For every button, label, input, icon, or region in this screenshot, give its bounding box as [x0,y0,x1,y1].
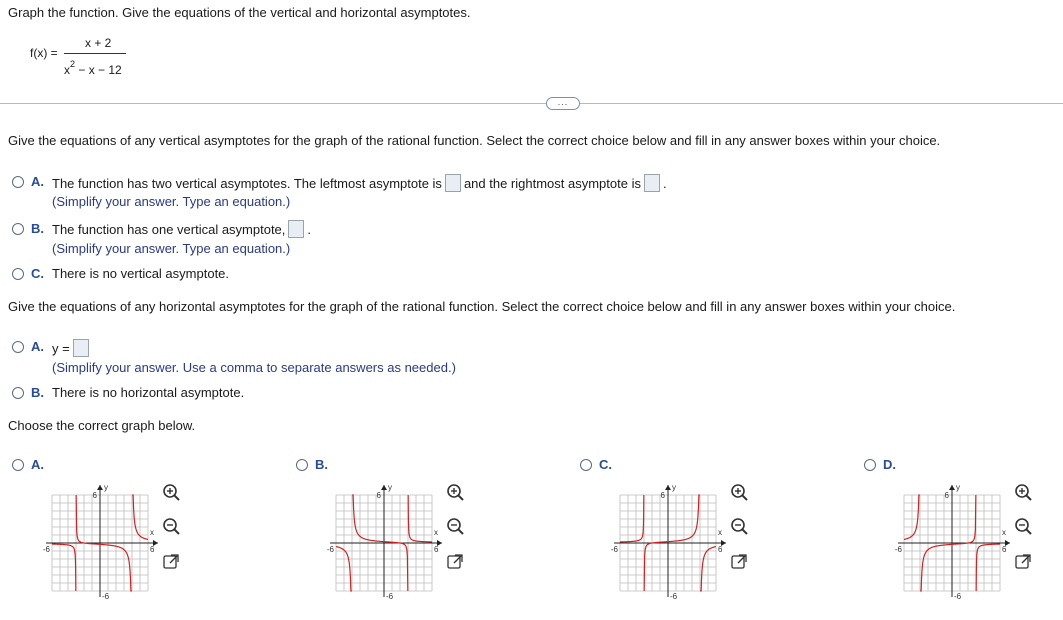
graph-choice-b[interactable] [296,457,439,601]
zoom-in-icon[interactable] [730,483,748,501]
horizontal-option-a[interactable] [12,339,44,354]
y-axis-arrow [381,485,387,490]
tick-label: -6 [610,545,618,554]
zoom-out-icon[interactable] [1014,517,1032,535]
more-button[interactable]: ... [546,97,580,110]
graph-choice-a[interactable] [12,457,155,601]
denominator-base: x [64,63,70,77]
tick-label: 6 [376,491,381,500]
option-letter: C. [599,457,612,472]
option-letter: A. [31,174,44,189]
radio-button[interactable] [12,268,24,280]
vertical-option-b[interactable] [12,221,44,236]
option-text: . [662,175,667,191]
graph-prompt: Choose the correct graph below. [8,418,196,433]
tick-label: -6 [326,545,334,554]
tick-label: -6 [386,592,394,601]
y-axis-label: y [104,483,108,492]
option-letter: A. [31,457,44,472]
tick-label: 6 [660,491,665,500]
option-text: There is no horizontal asymptote. [52,385,245,400]
tick-label: -6 [954,592,962,601]
section-divider [0,103,1063,104]
horizontal-option-b[interactable] [12,385,44,400]
option-hint: (Simplify your answer. Type an equation.) [52,241,291,256]
y-axis-arrow [949,485,955,490]
zoom-out-icon[interactable] [730,517,748,535]
graph-option-label[interactable] [296,457,328,472]
option-letter: A. [31,339,44,354]
zoom-in-icon[interactable] [162,483,180,501]
x-axis-label: x [1002,528,1006,537]
vertical-option-a[interactable] [12,174,44,189]
expand-icon[interactable] [1014,553,1032,571]
graph-plot [602,477,742,617]
y-axis-arrow [665,485,671,490]
option-text: and the rightmost asymptote is [463,175,641,191]
tick-label: 6 [434,545,439,554]
denominator-rest: − x − 12 [75,63,122,77]
option-text: . [307,221,312,237]
expand-icon[interactable] [730,553,748,571]
x-axis-label: x [718,528,722,537]
tick-label: -6 [670,592,678,601]
function-lhs: f(x) = [30,46,58,60]
rightmost-asymptote-input[interactable] [644,174,660,192]
option-text: y = [52,340,70,356]
graph-plot [886,477,1026,617]
zoom-in-icon[interactable] [446,483,464,501]
tick-label: 6 [150,545,155,554]
fraction-bar [64,53,126,54]
tick-label: 6 [944,491,949,500]
option-hint: (Simplify your answer. Type an equation.) [52,194,291,209]
horizontal-prompt: Give the equations of any horizontal asymptotes for the graph of the rational function. Select the correct choice below and fill in any answer boxes within your choice. [8,299,956,314]
option-text: The function has two vertical asymptotes. The leftmost asymptote is [52,175,442,191]
graph-plot [318,477,458,617]
y-axis-label: y [672,483,676,492]
option-hint: (Simplify your answer. Use a comma to separate answers as needed.) [52,360,456,375]
radio-button[interactable] [12,459,24,471]
option-letter: B. [315,457,328,472]
horizontal-asymptote-input[interactable] [73,339,89,357]
radio-button[interactable] [864,459,876,471]
zoom-in-icon[interactable] [1014,483,1032,501]
option-letter: D. [883,457,896,472]
radio-button[interactable] [12,341,24,353]
x-axis-label: x [150,528,154,537]
radio-button[interactable] [580,459,592,471]
function-denominator [64,61,122,77]
y-axis-arrow [97,485,103,490]
function-numerator: x + 2 [85,36,112,50]
single-asymptote-input[interactable] [288,220,304,238]
vertical-prompt: Give the equations of any vertical asymptotes for the graph of the rational function. Select the correct choice below and fill in any answer boxes within your choice. [8,133,941,148]
option-text: The function has one vertical asymptote, [52,221,286,237]
graph-choice-d[interactable] [864,457,1007,601]
zoom-out-icon[interactable] [162,517,180,535]
tick-label: 6 [1002,545,1007,554]
radio-button[interactable] [12,176,24,188]
tick-label: 6 [718,545,723,554]
radio-button[interactable] [12,223,24,235]
vertical-option-c[interactable] [12,266,44,281]
leftmost-asymptote-input[interactable] [445,174,461,192]
option-text: There is no vertical asymptote. [52,266,230,281]
x-axis-label: x [434,528,438,537]
tick-label: -6 [894,545,902,554]
tick-label: -6 [42,545,50,554]
graph-plot [34,477,174,617]
radio-button[interactable] [12,387,24,399]
y-axis-label: y [956,483,960,492]
graph-option-label[interactable] [12,457,44,472]
zoom-out-icon[interactable] [446,517,464,535]
tick-label: 6 [92,491,97,500]
denominator-exponent: 2 [70,59,76,69]
option-letter: B. [31,221,44,236]
option-letter: C. [31,266,44,281]
instruction-text: Graph the function. Give the equations of the vertical and horizontal asymptotes. [8,5,471,20]
y-axis-label: y [388,483,392,492]
expand-icon[interactable] [162,553,180,571]
graph-choice-c[interactable] [580,457,723,601]
option-letter: B. [31,385,44,400]
graph-option-label[interactable] [864,457,896,472]
graph-option-label[interactable] [580,457,612,472]
radio-button[interactable] [296,459,308,471]
tick-label: -6 [102,592,110,601]
expand-icon[interactable] [446,553,464,571]
